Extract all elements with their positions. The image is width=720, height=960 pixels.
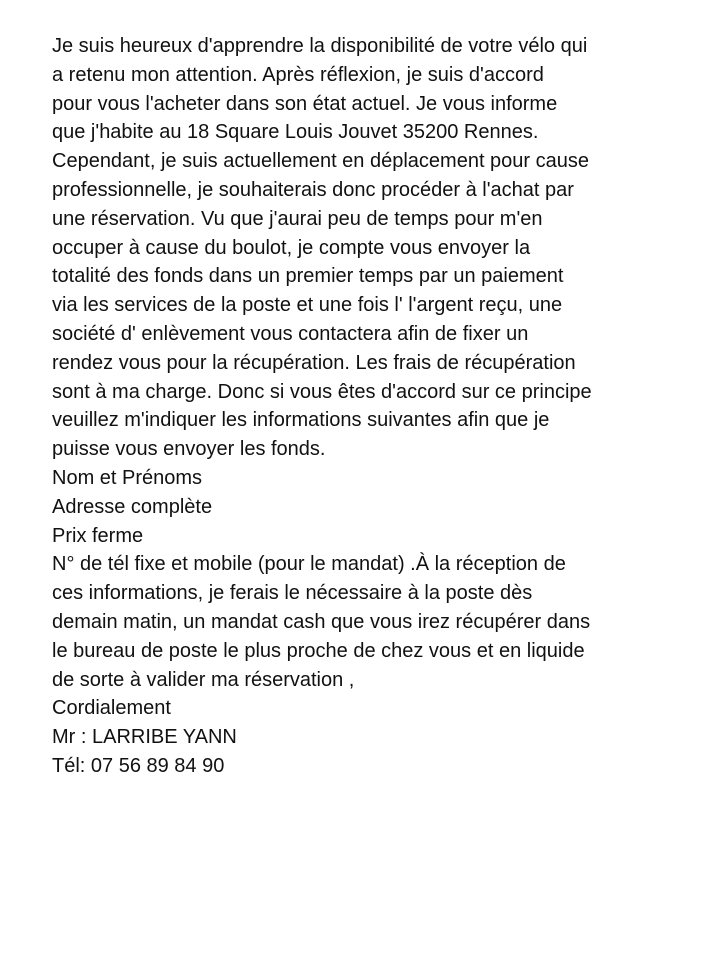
text-line: a retenu mon attention. Après réflexion, je suis d'accord: [52, 63, 544, 86]
text-line: professionnelle, je souhaiterais donc procéder à l'achat par: [52, 178, 574, 201]
text-line: que j'habite au 18 Square Louis Jouvet 35200 Rennes.: [52, 121, 539, 144]
text-line: occuper à cause du boulot, je compte vous envoyer la: [52, 236, 531, 259]
field-address-label: Adresse complète: [52, 495, 213, 518]
text-line: N° de tél fixe et mobile (pour le mandat) .À la réception de: [52, 553, 566, 576]
signature-phone: Tél: 07 56 89 84 90: [52, 754, 225, 777]
text-line: pour vous l'acheter dans son état actuel. Je vous informe: [52, 92, 558, 115]
text-line: sont à ma charge. Donc si vous êtes d'accord sur ce principe: [52, 380, 592, 403]
text-line: une réservation. Vu que j'aurai peu de temps pour m'en: [52, 207, 543, 230]
field-name-label: Nom et Prénoms: [52, 466, 203, 489]
text-line: le bureau de poste le plus proche de chez vous et en liquide: [52, 639, 585, 662]
text-line: société d' enlèvement vous contactera afin de fixer un: [52, 322, 529, 345]
signature-name: Mr : LARRIBE YANN: [52, 726, 237, 749]
letter-body: [52, 32, 672, 781]
text-line: demain matin, un mandat cash que vous irez récupérer dans: [52, 610, 591, 633]
text-line: via les services de la poste et une fois l' l'argent reçu, une: [52, 294, 563, 317]
text-line: de sorte à valider ma réservation ,: [52, 668, 355, 691]
closing-salutation: Cordialement: [52, 697, 171, 720]
text-line: totalité des fonds dans un premier temps par un paiement: [52, 265, 564, 288]
text-line: Cependant, je suis actuellement en déplacement pour cause: [52, 150, 590, 173]
text-line: puisse vous envoyer les fonds.: [52, 438, 326, 461]
text-line: veuillez m'indiquer les informations suivantes afin que je: [52, 409, 550, 432]
text-line: rendez vous pour la récupération. Les frais de récupération: [52, 351, 576, 374]
text-line: ces informations, je ferais le nécessaire à la poste dès: [52, 582, 533, 605]
field-price-label: Prix ferme: [52, 524, 144, 547]
text-line: Je suis heureux d'apprendre la disponibilité de votre vélo qui: [52, 35, 588, 57]
